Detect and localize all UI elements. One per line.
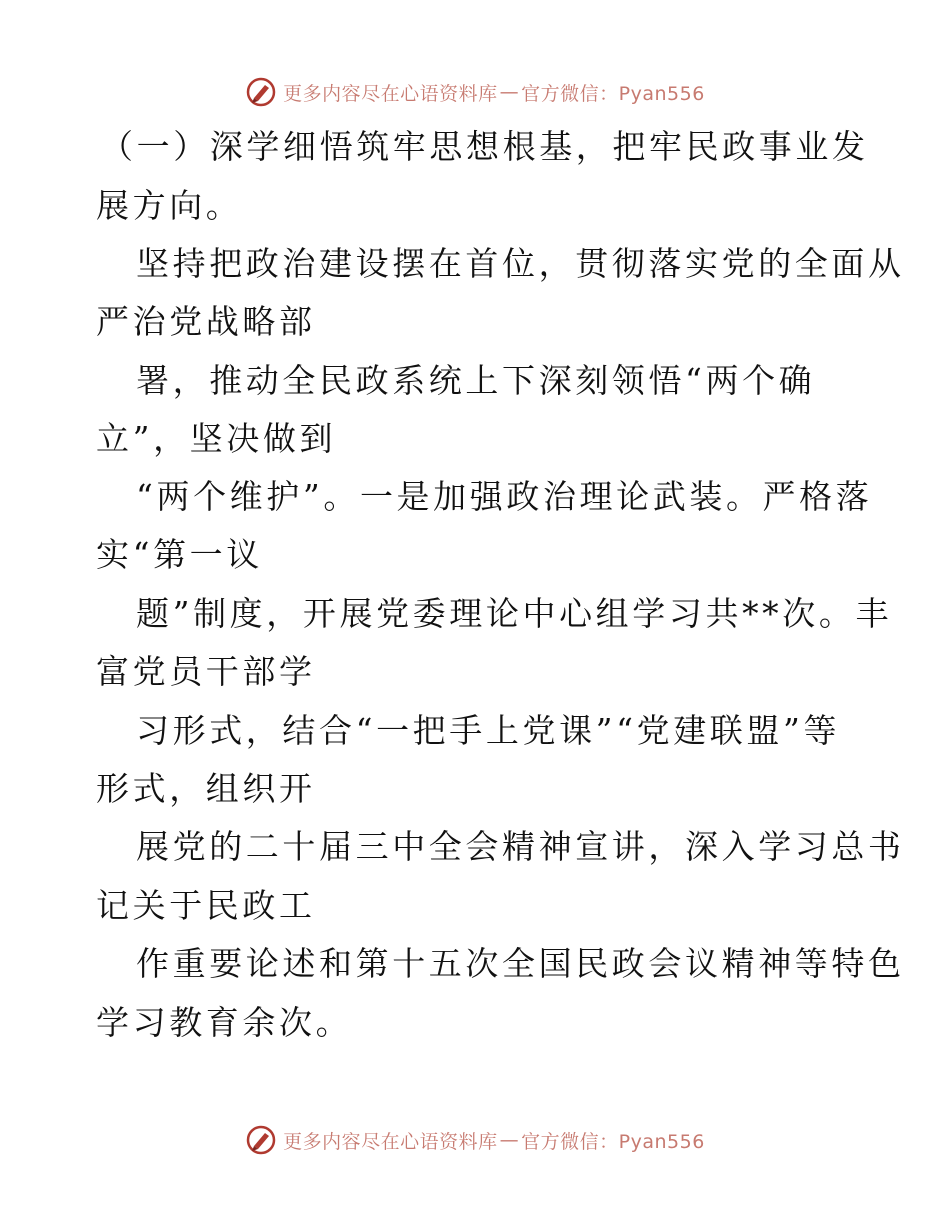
body-line: 形式，组织开 bbox=[96, 769, 316, 808]
body-line: 作重要论述和第十五次全国民政会议精神等特色 bbox=[136, 944, 905, 983]
body-line: 题”制度，开展党委理论中心组学习共**次。丰 bbox=[136, 594, 893, 633]
header-watermark bbox=[0, 72, 950, 112]
pen-logo-icon bbox=[245, 1124, 277, 1156]
body-line: 学习教育余次。 bbox=[96, 1003, 353, 1042]
body-line: 实“第一议 bbox=[96, 535, 263, 574]
body-line: 富党员干部学 bbox=[96, 652, 316, 691]
watermark-suffix: 官方微信：Pyan556 bbox=[521, 82, 705, 105]
watermark-dash: — bbox=[499, 1129, 520, 1151]
watermark-text: 更多内容尽在心语资料库 bbox=[283, 1130, 498, 1153]
pen-logo-icon bbox=[245, 76, 277, 108]
watermark-suffix: 官方微信：Pyan556 bbox=[521, 1130, 705, 1153]
body-line: “两个维护”。一是加强政治理论武装。严格落 bbox=[136, 477, 873, 516]
body-line: 立”，坚决做到 bbox=[96, 419, 337, 458]
footer-watermark bbox=[0, 1120, 950, 1160]
watermark-text: 更多内容尽在心语资料库 bbox=[283, 82, 498, 105]
body-line: 严治党战略部 bbox=[96, 302, 316, 341]
body-line: （一）深学细悟筑牢思想根基，把牢民政事业发 bbox=[100, 127, 869, 166]
body-line: 记关于民政工 bbox=[96, 886, 316, 925]
body-line: 展方向。 bbox=[96, 186, 243, 225]
body-line: 习形式，结合“一把手上党课”“党建联盟”等 bbox=[136, 711, 841, 750]
body-line: 署，推动全民政系统上下深刻领悟“两个确 bbox=[136, 361, 816, 400]
body-line: 展党的二十届三中全会精神宣讲，深入学习总书 bbox=[136, 827, 905, 866]
watermark-dash: — bbox=[499, 81, 520, 103]
body-line: 坚持把政治建设摆在首位，贯彻落实党的全面从 bbox=[136, 244, 905, 283]
